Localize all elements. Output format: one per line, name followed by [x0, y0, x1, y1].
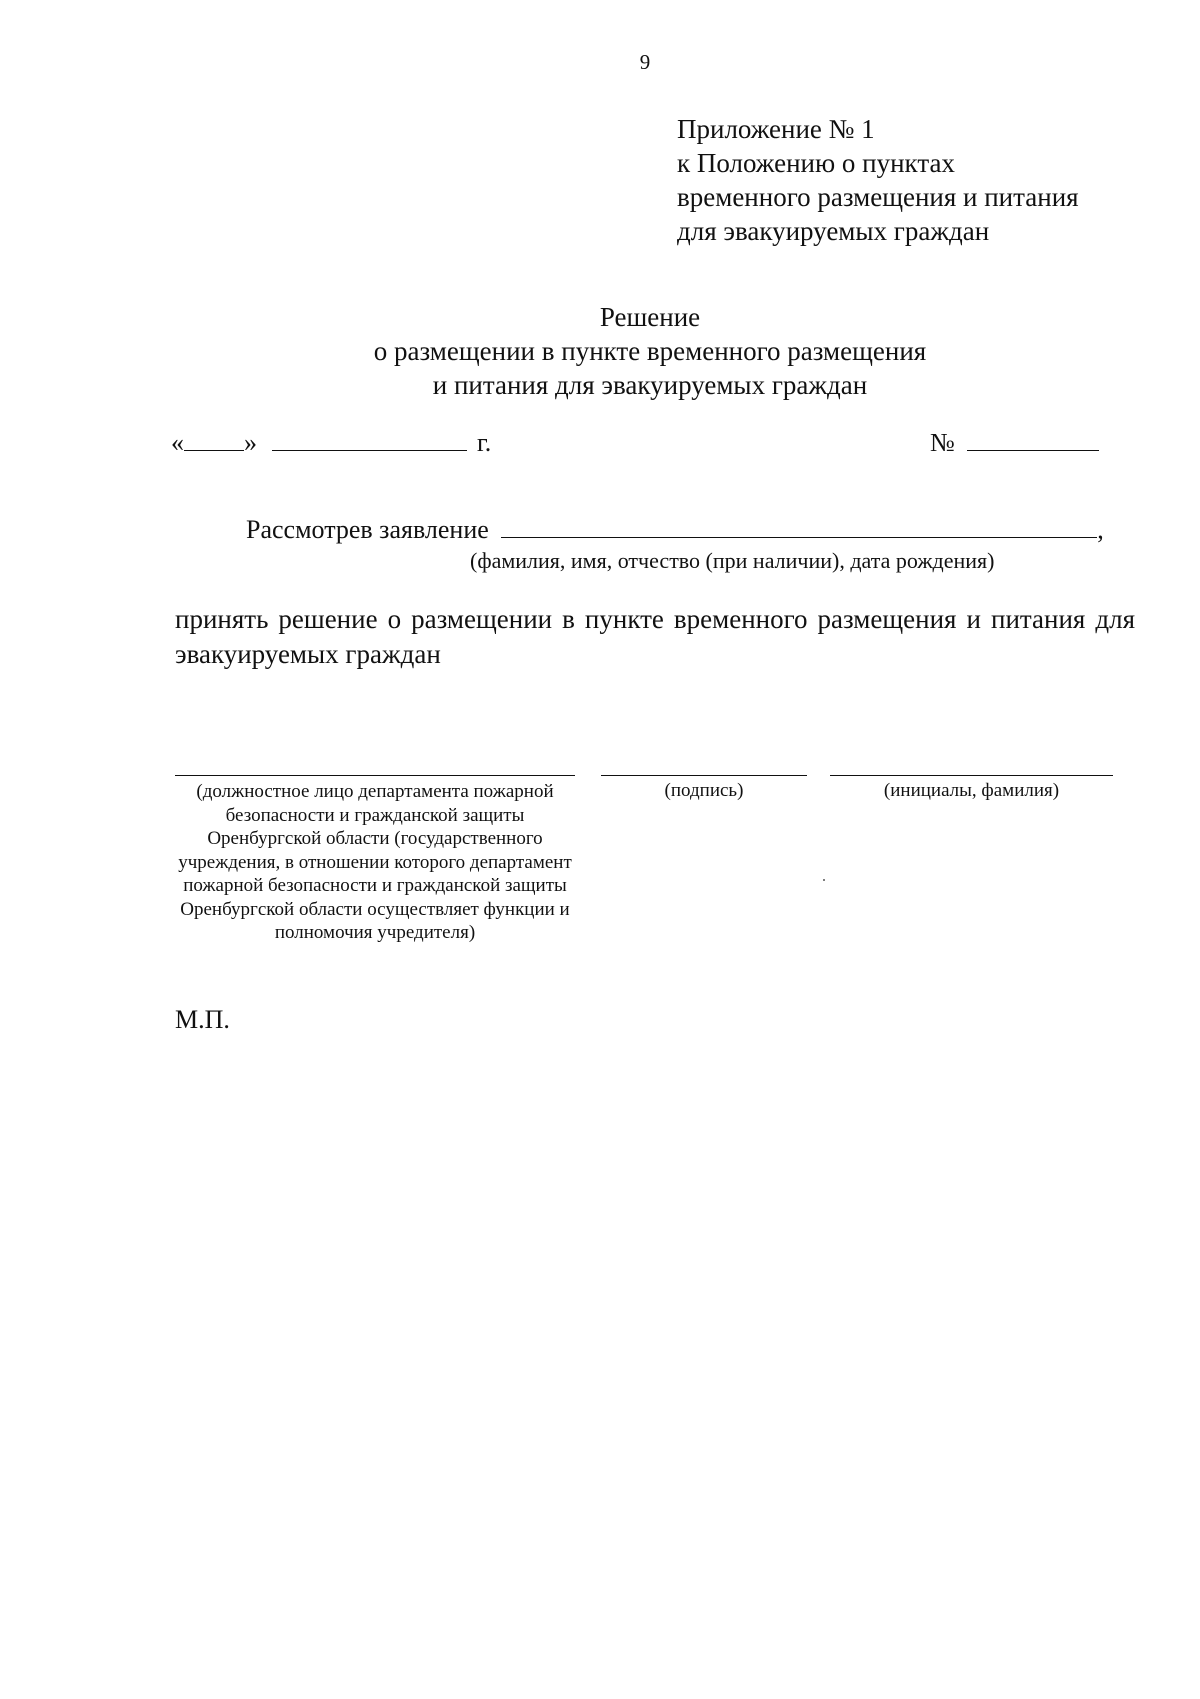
title-line: и питания для эвакуируемых граждан [432, 370, 868, 400]
review-row [246, 515, 1104, 545]
date-open-quote: « [171, 428, 184, 457]
signature-line [601, 775, 807, 776]
applicant-blank[interactable] [501, 515, 1097, 538]
appendix-line: к Положению о пунктах [677, 148, 955, 178]
number-label: № [930, 428, 955, 457]
date-field-row [171, 428, 491, 458]
signature-caption: (подпись) [664, 780, 744, 801]
month-blank[interactable] [272, 428, 467, 451]
year-suffix: г. [477, 428, 492, 457]
stamp-label: М.П. [175, 1005, 230, 1034]
decision-text: принять решение о размещении в пункте временного размещения и питания для эвакуируемых граждан [175, 604, 1135, 669]
review-label: Рассмотрев заявление [246, 515, 489, 544]
title-heading: Решение [599, 302, 701, 332]
appendix-line: Приложение № 1 [677, 114, 875, 144]
number-blank[interactable] [967, 428, 1099, 451]
appendix-line: для эвакуируемых граждан [677, 216, 990, 246]
initials-line [830, 775, 1113, 776]
page-number: 9 [639, 50, 651, 74]
day-blank[interactable] [184, 428, 244, 451]
appendix-line: временного размещения и питания [677, 182, 1079, 212]
title-line: о размещении в пункте временного размещения [373, 336, 927, 366]
date-close-quote: » [244, 428, 257, 457]
applicant-hint: (фамилия, имя, отчество (при наличии), дата рождения) [470, 548, 995, 573]
review-trailing-comma: , [1097, 515, 1104, 544]
initials-caption: (инициалы, фамилия) [883, 780, 1060, 801]
number-field-row [930, 428, 1099, 458]
official-caption: (должностное лицо департамента пожарной безопасности и гражданской защиты Оренбургской области (государственного учреждения, в отношении которого департамент пожарной безопасности и гражданской защиты Оренбургской области осуществляет функции и полномочия учредителя) [178, 781, 572, 943]
scan-speck [823, 879, 825, 881]
official-signature-line [175, 775, 575, 776]
appendix-header [677, 112, 1079, 248]
document-title [300, 300, 1000, 402]
